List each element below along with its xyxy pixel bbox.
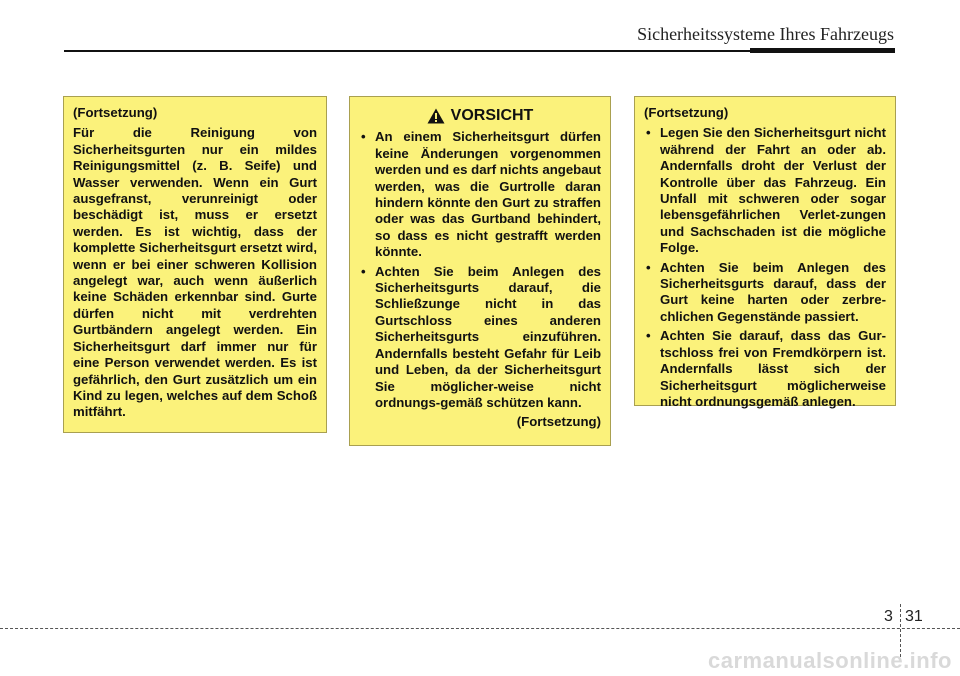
header-rule xyxy=(64,50,750,52)
caution-heading xyxy=(359,108,601,124)
bullet-icon: • xyxy=(361,129,366,145)
cleaning-note-text: Für die Reinigung von Sicherheitsgurten nur ein mildes Reinigungsmittel (z. B. Seife) und Wasser verwenden. Wenn ein Gurt ausgefranst, verunreinigt oder beschädigt ist, muss er ersetzt werden. Es ist wichtig, dass der komplette Sicherheitsgurt ersetzt wird, wenn er bei einer schweren Kollision angelegt war, auch wenn äußerlich keine Schäden erkennbar sind. Gurte dürfen nicht mit verdrehten Gurtbändern angelegt werden. Ein Sicherheitsgurt darf immer nur für eine Person verwendet werden. Es ist gefährlich, den Gurt zusätzlich um ein Kind zu legen, welches auf dem Schoß mitfährt. xyxy=(73,125,317,420)
chapter-number: 3 xyxy=(884,608,893,625)
caution-continued-box xyxy=(634,96,896,409)
bullet-icon: • xyxy=(646,125,651,141)
list-item-text: An einem Sicherheitsgurt dürfen keine Änderungen vorgenommen werden und es darf nichts angebaut werden, was die Gurtrolle daran hindern könnte den Gurt zu straffen oder was das Gurtband behindert, so dass es nicht gestrafft werden könnte. xyxy=(375,129,601,260)
bullet-icon: • xyxy=(361,263,366,279)
caution-box xyxy=(349,96,611,446)
footer-rule xyxy=(0,628,960,629)
list-item xyxy=(359,264,601,412)
list-item xyxy=(644,125,886,256)
list-item-text: Achten Sie beim Anlegen des Sicherheitsgurts darauf, die Schließzunge nicht in das Gurtschloss eines anderen Sicherheitsgurts einzuführen. Andernfalls besteht Gefahr für Leib und Leben, da der Sicherheitsgurt Sie möglicher-weise nicht ordnungs-gemäß schützen kann. xyxy=(375,263,601,410)
caution-continued-list xyxy=(644,125,886,410)
cleaning-note-box xyxy=(63,96,327,433)
caution-list xyxy=(359,129,601,411)
list-item-text: Achten Sie beim Anlegen des Sicherheitsgurts darauf, dass der Gurt keine harten oder zerbre-chlichen Gegenstände passiert. xyxy=(660,259,886,324)
list-item xyxy=(359,129,601,260)
page-header-title: Sicherheitssysteme Ihres Fahrzeugs xyxy=(637,24,894,44)
list-item-text: Achten Sie darauf, dass das Gur-tschloss frei von Fremdkörpern ist. Andernfalls lässt sich der Sicherheitsgurt möglicherweise nicht ordnungsgemäß anlegen. xyxy=(660,328,886,409)
bullet-icon: • xyxy=(646,328,651,344)
list-item xyxy=(644,328,886,410)
list-item xyxy=(644,260,886,326)
bullet-icon: • xyxy=(646,259,651,275)
list-item-text: Legen Sie den Sicherheitsgurt nicht während der Fahrt an oder ab. Andernfalls droht der Verlust der Kontrolle über das Fahrzeug. Ein Unfall mit schweren oder sogar lebensgefährlichen Verlet-zungen und Sachschaden ist die mögliche Folge. xyxy=(660,125,886,256)
caution-heading-label: VORSICHT xyxy=(450,107,534,124)
continued-label: (Fortsetzung) xyxy=(644,105,729,120)
continued-end-label: (Fortsetzung) xyxy=(516,414,601,430)
warning-triangle-icon xyxy=(427,108,445,124)
header-rule-accent xyxy=(750,48,895,53)
watermark-text: carmanualsonline.info xyxy=(708,648,952,673)
continued-label: (Fortsetzung) xyxy=(73,105,158,120)
page-number: 31 xyxy=(905,608,923,625)
